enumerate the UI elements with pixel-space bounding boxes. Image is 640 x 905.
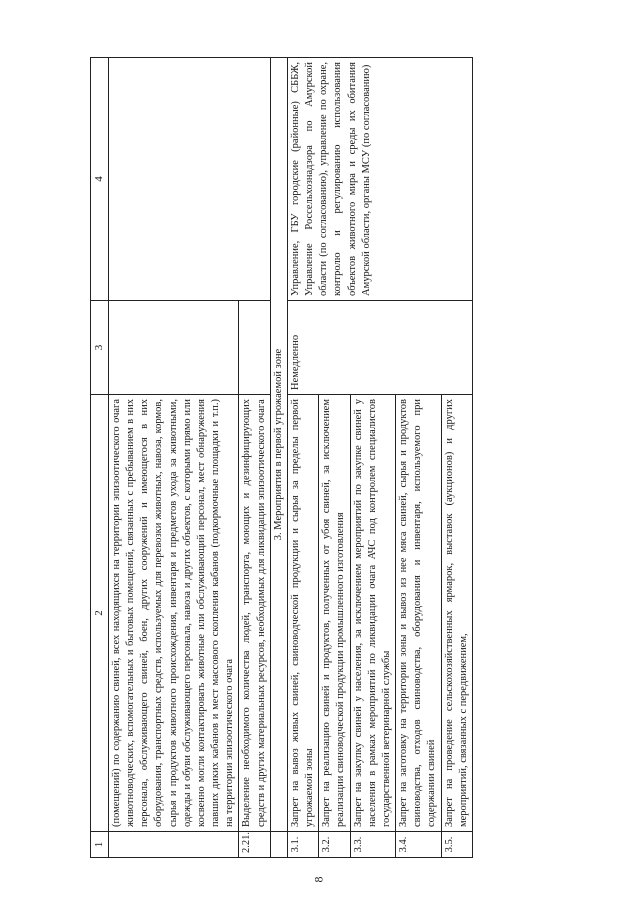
row-number <box>108 832 239 858</box>
deadline <box>239 301 270 395</box>
page-number: 8 <box>311 876 326 883</box>
column-header-2: 2 <box>91 395 109 832</box>
column-header-4: 4 <box>91 58 109 301</box>
table-row <box>108 58 239 858</box>
row-number: 3.2. <box>319 832 350 858</box>
section-title: 3. Мероприятия в первой угрожаемой зоне <box>270 58 287 832</box>
table-row <box>287 58 318 858</box>
measure-text: Запрет на заготовку на территории зоны и вывоз из нее мяса свиней, сырья и продуктов свиноводства, отходов свиноводства, оборудования и инвентаря, используемого при содержании свиней <box>396 395 442 832</box>
measure-text: Запрет на реализацию свиней и продуктов, полученных от убоя свиней, за исключением реализации свиноводческой продукции промышленного изготовления <box>319 395 350 832</box>
measure-text: Запрет на закупку свиней у населения, за исключением мероприятий по закупке свиней у населения в рамках мероприятий по ликвидации очага АЧС под контролем специалистов государственной ветеринарной службы <box>350 395 396 832</box>
section-empty-cell <box>270 832 287 858</box>
responsible: Управление, ГБУ городские (районные) СББЖ, Управление Россельхознадзора по Амурской области (по согласованию), управление по охране, контролю и регулированию использования объектов животного мира и среды их обитания Амурской области, органы МСУ (по согласованию) <box>287 58 472 301</box>
column-header-row <box>91 58 109 858</box>
column-header-1: 1 <box>91 832 109 858</box>
measure-text: (помещений) по содержанию свиней, всех находящихся на территории эпизоотического очага животноводческих, вспомогательных и бытовых помещений, связанных с пребыванием в них персонала, обслуживающего свиней, боен, других сооружений и имеющегося в них оборудования, транспортных средств, используемых для перевозки животных, навоза, кормов, сырья и продуктов животного происхождения, инвентаря и предметов ухода за животными, одежды и обуви обслуживающего персонала, навоза и других объектов, с которыми прямо или косвенно могли контактировать животные или обслуживающий персонал, мест обнаружения павших диких кабанов и мест массового скопления кабанов (подкормочные площадки и т.п.) на территории эпизоотического очага <box>108 395 239 832</box>
measures-table <box>90 57 473 858</box>
row-number: 3.5. <box>441 832 472 858</box>
row-number: 3.1. <box>287 832 318 858</box>
measure-text: Выделение необходимого количества людей, транспорта, моющих и дезинфицирующих средств и других материальных ресурсов, необходимых для ликвидации эпизоотического очага <box>239 395 270 832</box>
row-number: 3.4. <box>396 832 442 858</box>
row-number: 3.3. <box>350 832 396 858</box>
deadline <box>108 301 239 395</box>
column-header-3: 3 <box>91 301 109 395</box>
section-header-row <box>270 58 287 858</box>
measure-text: Запрет на проведение сельскохозяйственных ярмарок, выставок (аукционов) и других мероприятий, связанных с передвижением, <box>441 395 472 832</box>
deadline: Немедленно <box>287 301 472 395</box>
row-number: 2.21. <box>239 832 270 858</box>
responsible <box>108 58 270 301</box>
measure-text: Запрет на вывоз живых свиней, свиноводческой продукции и сырья за пределы первой угрожаемой зоны <box>287 395 318 832</box>
